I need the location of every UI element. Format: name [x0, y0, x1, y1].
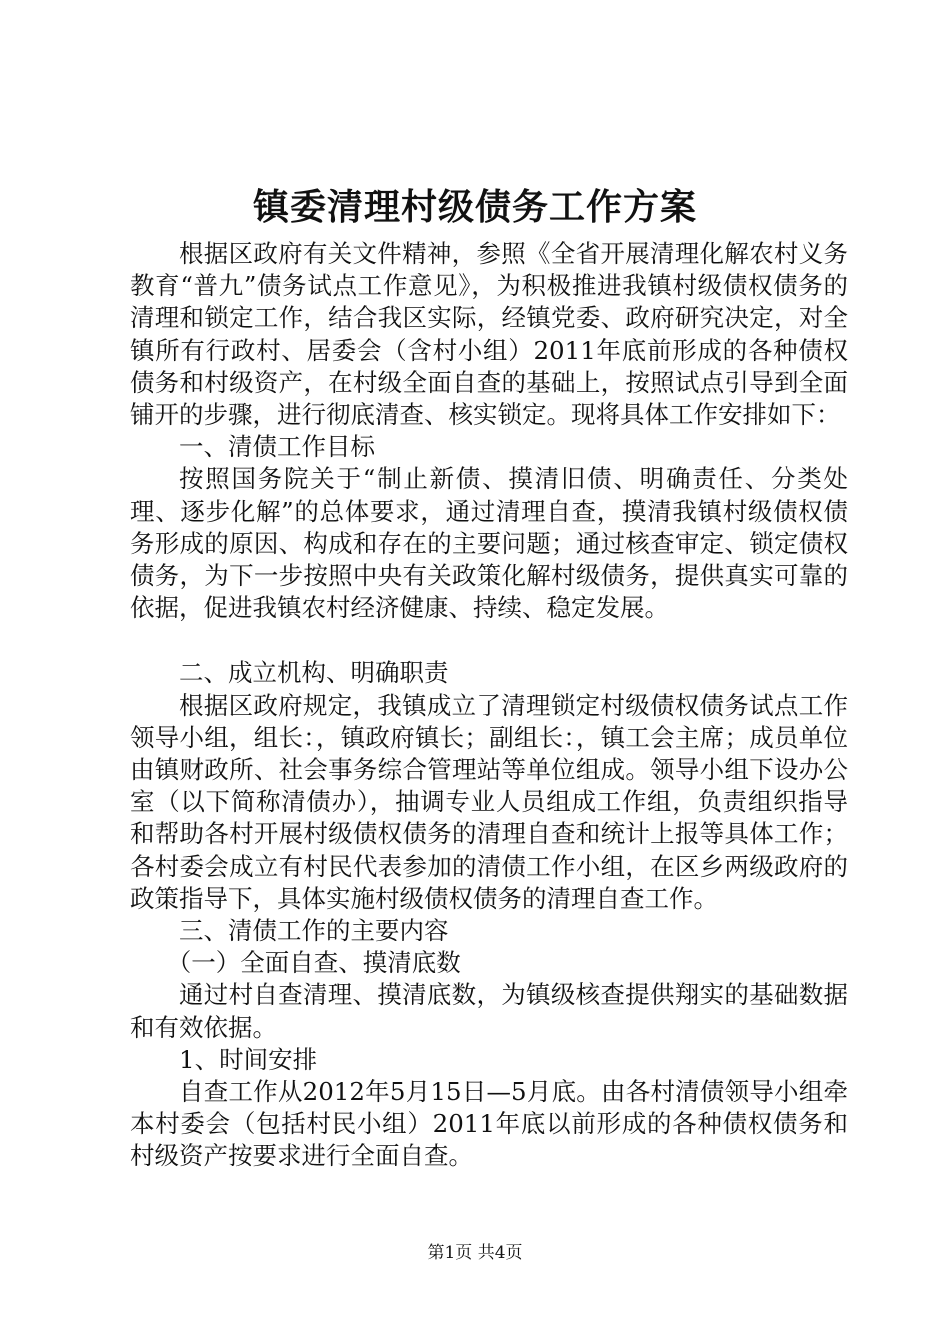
section3-sub1-heading: （一）全面自查、摸清底数 — [166, 948, 461, 978]
section3-item1-heading: 1、时间安排 — [179, 1044, 318, 1074]
section1-heading: 一、清债工作目标 — [179, 432, 375, 462]
section3-sub1-paragraph: 通过村自查清理、摸清底数，为镇级核查提供翔实的基础数据和有效依据。 — [130, 980, 848, 1042]
section1-paragraph: 按照国务院关于“制止新债、摸清旧债、明确责任、分类处理、逐步化解”的总体要求，通过清理自查，摸清我镇村级债权债务形成的原因、构成和存在的主要问题；通过核查审定、锁定债权债务，为下一步按照中央有关政策化解村级债务，提供真实可靠的依据，促进我镇农村经济健康、持续、稳定发展。 — [130, 464, 848, 623]
page-footer: 第1页 共4页 — [427, 1243, 523, 1263]
section2-paragraph: 根据区政府规定，我镇成立了清理锁定村级债权债务试点工作领导小组，组长：，镇政府镇长；副组长：，镇工会主席；成员单位由镇财政所、社会事务综合管理站等单位组成。领导小组下设办公室（以下简称清债办），抽调专业人员组成工作组，负责组织指导和帮助各村开展村级债权债务的清理自查和统计上报等具体工作；各村委会成立有村民代表参加的清债工作小组，在区乡两级政府的政策指导下，具体实施村级债权债务的清理自查工作。 — [130, 690, 848, 913]
section3-item1-paragraph: 自查工作从2012年5月15日—5月底。由各村清债领导小组牵本村委会（包括村民小组）2011年底以前形成的各种债权债务和村级资产按要求进行全面自查。 — [130, 1077, 848, 1171]
section3-heading: 三、清债工作的主要内容 — [179, 916, 449, 946]
document-body — [130, 238, 848, 1173]
paragraph-gap — [130, 624, 848, 657]
section2-heading: 二、成立机构、明确职责 — [179, 658, 449, 688]
document-title: 镇委清理村级债务工作方案 — [252, 186, 697, 228]
intro-paragraph: 根据区政府有关文件精神，参照《全省开展清理化解农村义务教育“普九”债务试点工作意见》，为积极推进我镇村级债权债务的清理和锁定工作，结合我区实际，经镇党委、政府研究决定，对全镇所有行政村、居委会（含村小组）2011年底前形成的各种债权债务和村级资产，在村级全面自查的基础上，按照试点引导到全面铺开的步骤，进行彻底清查、核实锁定。现将具体工作安排如下： — [130, 239, 848, 430]
